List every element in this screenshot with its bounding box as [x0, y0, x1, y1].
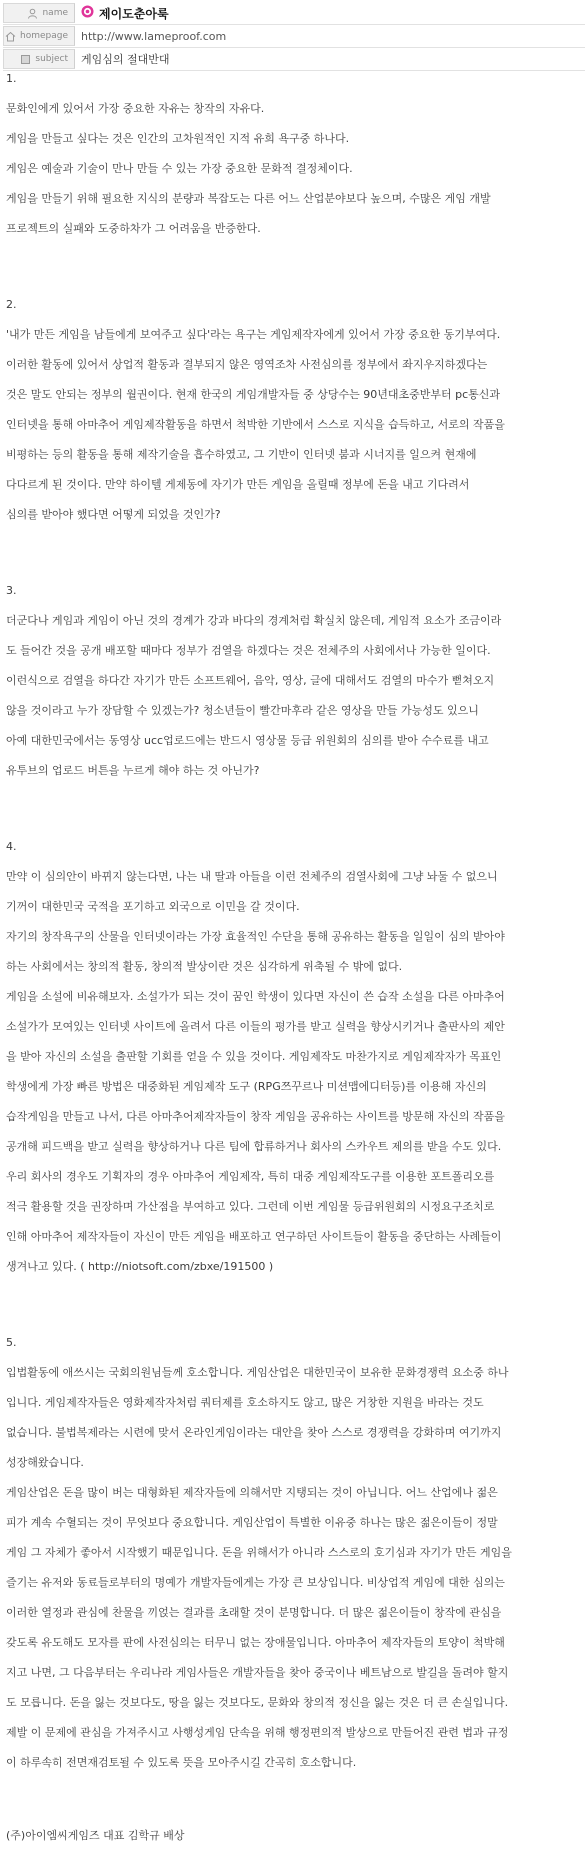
paragraph-line: 않을 것이라고 누가 장담할 수 있겠는가? 청소년들이 빨간마후라 같은 영상을 만들 가능성도 있으니 [6, 704, 479, 717]
name-label-cell [3, 3, 75, 23]
paragraph-line: 우리 회사의 경우도 기획자의 경우 아마추어 게임제작, 특히 대중 게임제작도구를 이용한 포트폴리오를 [6, 1170, 495, 1183]
document-icon [20, 54, 31, 65]
paragraph-line: 피가 계속 수혈되는 것이 무엇보다 중요합니다. 게임산업이 특별한 이유중 하나는 많은 젊은이들이 정말 [6, 1516, 498, 1529]
paragraph-line: 아예 대한민국에서는 동영상 ucc업로드에는 반드시 영상물 등급 위원회의 심의를 받아 수수료를 내고 [6, 734, 489, 747]
paragraph-line: 갖도록 유도해도 모자를 판에 사전심의는 터무니 없는 장애물입니다. 아마추어 제작자들의 토양이 척박해 [6, 1636, 505, 1649]
paragraph-line: '내가 만든 게임을 남들에게 보여주고 싶다'라는 욕구는 게임제작자에게 있어서 가장 중요한 동기부여다. [6, 328, 501, 341]
homepage-link[interactable]: http://www.lameproof.com [81, 29, 227, 43]
paragraph-line: 심의를 받아야 했다면 어떻게 되었을 것인가? [6, 508, 221, 521]
paragraph-line: 생겨나고 있다. ( http://niotsoft.com/zbxe/191500 ) [6, 1260, 274, 1273]
paragraph-line: 비평하는 등의 활동을 통해 제작기술을 흡수하였고, 그 기반이 인터넷 붐과 시너지를 일으켜 현재에 [6, 448, 477, 461]
section-number: 2. [6, 298, 17, 311]
name-row [3, 2, 585, 25]
paragraph-line: 입니다. 게임제작자들은 영화제작자처럼 쿼터제를 호소하지도 않고, 많은 거창한 지원을 바라는 것도 [6, 1396, 484, 1409]
section-number: 5. [6, 1336, 17, 1349]
name-label: name [42, 8, 68, 18]
section-spacer [6, 1778, 580, 1808]
paragraph-line: 이 하루속히 전면재검토될 수 있도록 뜻을 모아주시길 간곡히 호소합니다. [6, 1756, 357, 1769]
paragraph-line: 다다르게 된 것이다. 만약 하이텔 게제동에 자기가 만든 게임을 올릴때 정부에 돈을 내고 기다려서 [6, 478, 470, 491]
section-number: 3. [6, 584, 17, 597]
section-number: 4. [6, 840, 17, 853]
name-value-cell [75, 2, 169, 24]
paragraph-line: 유투브의 업로드 버튼을 누르게 해야 하는 것 아닌가? [6, 764, 260, 777]
paragraph-line: 하는 사회에서는 창의적 활동, 창의적 발상이란 것은 심각하게 위축될 수 밖에 없다. [6, 960, 403, 973]
paragraph-line: 도 모릅니다. 돈을 잃는 것보다도, 땅을 잃는 것보다도, 문화와 창의적 정신을 잃는 것은 더 큰 손실입니다. [6, 1696, 509, 1709]
paragraph-line: 프로젝트의 실패와 도중하차가 그 어려움을 반증한다. [6, 222, 261, 235]
home-icon [5, 31, 16, 42]
paragraph-line: 학생에게 가장 빠른 방법은 대중화된 게임제작 도구 (RPG쯔꾸르나 미션맵에디터등)를 이용해 자신의 [6, 1080, 487, 1093]
section-spacer [6, 530, 580, 560]
paragraph-line: 자기의 창작욕구의 산물을 인터넷이라는 가장 효율적인 수단을 통해 공유하는 활동을 일일이 심의 받아야 [6, 930, 505, 943]
section-spacer [6, 786, 580, 816]
paragraph-line: 즐기는 유저와 동료들로부터의 명예가 개발자들에게는 가장 큰 보상입니다. 비상업적 게임에 대한 심의는 [6, 1576, 505, 1589]
paragraph-line: 게임을 만들기 위해 필요한 지식의 분량과 복잡도는 다른 어느 산업분야보다 높으며, 수많은 게임 개발 [6, 192, 491, 205]
paragraph-line: 을 받아 자신의 소설을 출판할 기회를 얻을 수 있을 것이다. 게임제작도 마찬가지로 게임제작자가 목표인 [6, 1050, 502, 1063]
author-name[interactable]: 제이도춘아룩 [99, 6, 169, 21]
member-badge-icon [81, 5, 94, 21]
paragraph-line: 입법활동에 애쓰시는 국회의원님들께 호소합니다. 게임산업은 대한민국이 보유한 문화경쟁력 요소중 하나 [6, 1366, 509, 1379]
paragraph-line: 게임 그 자체가 좋아서 시작했기 때문입니다. 돈을 위해서가 아니라 스스로의 호기심과 자기가 만든 게임을 [6, 1546, 512, 1559]
paragraph-line: 소설가가 모여있는 인터넷 사이트에 올려서 다른 이들의 평가를 받고 실력을 향상시키거나 출판사의 제안 [6, 1020, 505, 1033]
post-meta-header [3, 2, 585, 71]
paragraph-line: 없습니다. 불법복제라는 시련에 맞서 온라인게임이라는 대안을 찾아 스스로 경쟁력을 강화하며 여기까지 [6, 1426, 502, 1439]
paragraph-line: 도 들어간 것을 공개 배포할 때마다 정부가 검열을 하겠다는 것은 전체주의 사회에서나 가능한 일이다. [6, 644, 491, 657]
paragraph-line: 더군다나 게임과 게임이 아닌 것의 경계가 강과 바다의 경계처럼 확실치 않은데, 게임적 요소가 조금이라 [6, 614, 502, 627]
subject-label: subject [35, 54, 68, 64]
homepage-row [3, 25, 585, 48]
paragraph-line: 기꺼이 대한민국 국적을 포기하고 외국으로 이민을 갈 것이다. [6, 900, 300, 913]
paragraph-line: 문화인에게 있어서 가장 중요한 자유는 창작의 자유다. [6, 102, 265, 115]
paragraph-line: 이러한 열정과 관심에 찬물을 끼얹는 결과를 초래할 것이 분명합니다. 더 많은 젊은이들이 창작에 관심을 [6, 1606, 502, 1619]
paragraph-line: 적극 활용할 것을 권장하며 가산점을 부여하고 있다. 그런데 이번 게임물 등급위원회의 시정요구조치로 [6, 1200, 495, 1213]
paragraph-line: 이런식으로 검열을 하다간 자기가 만든 소프트웨어, 음악, 영상, 글에 대해서도 검열의 마수가 뻗쳐오지 [6, 674, 495, 687]
paragraph-line: 지고 나면, 그 다음부터는 우리나라 게임사들은 개발자들을 찾아 중국이나 베트남으로 발길을 돌려야 할지 [6, 1666, 509, 1679]
paragraph-line: 이러한 활동에 있어서 상업적 활동과 결부되지 않은 영역조차 사전심의를 정부에서 좌지우지하겠다는 [6, 358, 488, 371]
paragraph-line: 인터넷을 통해 아마추어 게임제작활동을 하면서 척박한 기반에서 스스로 지식을 습득하고, 서로의 작품을 [6, 418, 505, 431]
section-number: 1. [6, 72, 17, 85]
paragraph-line: 성장해왔습니다. [6, 1456, 84, 1469]
signature: (주)아이엠씨게임즈 대표 김학규 배상 [6, 1829, 185, 1842]
paragraph-line: 공개해 피드백을 받고 실력을 향상하거나 다른 팀에 합류하거나 회사의 스카우트 제의를 받을 수도 있다. [6, 1140, 502, 1153]
paragraph-line: 인해 아마추어 제작자들이 자신이 만든 게임을 배포하고 연구하던 사이트들이 활동을 중단하는 사례들이 [6, 1230, 502, 1243]
paragraph-line: 게임산업은 돈을 많이 버는 대형화된 제작자들에 의해서만 지탱되는 것이 아닙니다. 어느 산업에나 젊은 [6, 1486, 498, 1499]
section-spacer [6, 1282, 580, 1312]
post-body [6, 64, 580, 1808]
paragraph-line: 게임을 소설에 비유해보자. 소설가가 되는 것이 꿈인 학생이 있다면 자신이 쓴 습작 소설을 다른 아마추어 [6, 990, 505, 1003]
paragraph-line: 습작게임을 만들고 나서, 다른 아마추어제작자들이 창작 게임을 공유하는 사이트를 방문해 자신의 작품을 [6, 1110, 505, 1123]
paragraph-line: 만약 이 심의안이 바뀌지 않는다면, 나는 내 딸과 아들을 이런 전체주의 검열사회에 그냥 놔둘 수 없으니 [6, 870, 498, 883]
homepage-value-cell [75, 25, 226, 47]
homepage-label-cell [3, 26, 75, 46]
section-spacer [6, 244, 580, 274]
paragraph-line: 게임을 만들고 싶다는 것은 인간의 고차원적인 지적 유희 욕구중 하나다. [6, 132, 350, 145]
paragraph-line: 것은 말도 안되는 정부의 월권이다. 현재 한국의 게임개발자들 중 상당수는 90년대초중반부터 pc통신과 [6, 388, 501, 401]
post-subject: 게임심의 절대반대 [81, 53, 170, 66]
homepage-label: homepage [20, 31, 68, 41]
paragraph-line: 제발 이 문제에 관심을 가져주시고 사행성게임 단속을 위해 행정편의적 발상으로 만들어진 관련 법과 규정 [6, 1726, 509, 1739]
person-icon [27, 8, 38, 19]
paragraph-line: 게임은 예술과 기술이 만나 만들 수 있는 가장 중요한 문화적 결정체이다. [6, 162, 353, 175]
